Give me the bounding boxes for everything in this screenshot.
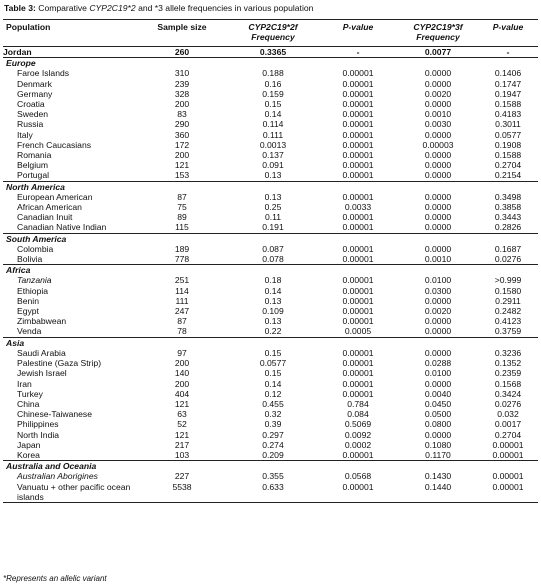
cyp2c19-2-frequency-cell: 0.297 [262,429,284,440]
cyp2c19-2-frequency-cell: 0.087 [262,243,284,254]
table-row [3,244,538,254]
cyp2c19-3-frequency-cell: 0.0000 [424,347,452,358]
cyp2c19-2-frequency-cell: 0.191 [262,222,284,233]
p-value-3-cell: 0.2911 [495,295,521,306]
p-value-2-cell: 0.084 [347,409,369,420]
p-value-3-cell: 0.1947 [494,88,522,99]
p-value-3-cell: 0.3858 [494,202,522,213]
population-cell: Jewish Israel [17,368,67,379]
population-cell: Sweden [17,109,49,120]
cyp2c19-2-frequency-cell: 0.14 [264,378,282,389]
table-body [3,47,538,503]
cyp2c19-3-frequency-cell: 0.0010 [424,109,452,120]
p-value-3-cell: 0.2482 [494,306,522,317]
table-row [3,430,538,440]
cyp2c19-2-frequency-cell: 0.3365 [228,47,318,58]
caption-text-1: Comparative [35,3,90,13]
cyp2c19-2-frequency-cell: 0.13 [264,295,282,306]
p-value-3-cell: 0.3443 [494,212,522,223]
cyp2c19-3-frequency-cell: 0.0300 [424,285,452,296]
p-value-3-cell: 0.1588 [494,150,522,161]
cyp2c19-2-frequency-cell: 0.13 [264,316,282,327]
population-cell: Egypt [17,306,39,317]
p-value-3-cell: 0.4123 [494,316,522,327]
population-cell: Chinese-Taiwanese [17,409,92,420]
p-value-3-cell: 0.0276 [494,254,522,265]
sample-size-cell: 63 [177,409,187,420]
region-label: North America [3,181,538,192]
cyp2c19-2-frequency-cell: 0.209 [262,449,284,460]
cyp2c19-3-frequency-cell: 0.0000 [424,150,452,161]
cyp2c19-2-frequency-cell: 0.16 [264,78,282,89]
cyp2c19-3-frequency-cell: 0.0450 [424,398,452,409]
sample-size-cell: 260 [136,47,228,58]
sample-size-cell: 360 [174,129,190,140]
population-cell: Turkey [17,388,43,399]
table-row [3,358,538,368]
region-label: Africa [3,265,538,276]
sample-size-cell: 121 [174,429,190,440]
table-row [3,130,538,140]
sample-size-cell: 140 [174,368,190,379]
cyp2c19-2-frequency-cell: 0.18 [264,275,282,286]
table-row [3,348,538,358]
p-value-2-cell: 0.00001 [342,368,374,379]
sample-size-cell: 189 [174,243,190,254]
p-value-2-cell: 0.00001 [342,88,374,99]
table-row [3,89,538,99]
p-value-2-cell: 0.784 [347,398,369,409]
p-value-3-cell: 0.1588 [494,99,522,110]
p-value-2-cell: 0.00001 [342,358,374,369]
p-value-3-cell: 0.0276 [494,398,522,409]
p-value-3-cell: 0.1352 [494,358,522,369]
p-value-2-cell: 0.00001 [342,243,374,254]
cyp2c19-2-frequency-cell: 0.0577 [259,358,287,369]
footnote: *Represents an allelic variant [3,574,107,583]
cyp2c19-3-frequency-cell: 0.0000 [424,212,452,223]
p-value-2-cell: 0.00001 [342,306,374,317]
population-cell: Korea [17,449,40,460]
sample-size-cell: 172 [174,139,190,150]
population-cell: Colombia [17,243,54,254]
population-cell: North India [17,429,60,440]
table-row [3,212,538,222]
cyp2c19-3-frequency-cell: 0.0000 [424,160,452,171]
cyp2c19-3-frequency-cell: 0.0000 [424,99,452,110]
table-row [3,471,538,481]
cyp2c19-3-frequency-cell: 0.0100 [424,275,452,286]
header-cyp2c19-2-frequency: CYP2C19*2f Frequency [228,20,318,47]
population-cell: Australian Aborigines [17,471,98,482]
cyp2c19-3-frequency-cell: 0.0000 [424,243,452,254]
sample-size-cell: 217 [174,439,190,450]
cyp2c19-2-frequency-cell: 0.159 [262,88,284,99]
p-value-3-cell: 0.00001 [492,449,524,460]
sample-size-cell: 121 [174,160,190,171]
population-cell: Saudi Arabia [17,347,66,358]
p-value-3-cell: 0.00001 [492,439,524,450]
population-cell: Vanuatu + other pacific ocean islands [3,482,136,503]
population-cell: Portugal [17,170,50,181]
sample-size-cell: 89 [177,212,187,223]
table-row [3,275,538,285]
table-row [3,202,538,212]
cyp2c19-3-frequency-cell: 0.00003 [422,139,454,150]
p-value-3-cell: 0.0017 [494,419,522,430]
p-value-2-cell: - [318,47,398,58]
table-header-row [3,20,538,47]
sample-size-cell: 52 [177,419,187,430]
table-row [3,254,538,265]
table-row [3,286,538,296]
p-value-2-cell: 0.00001 [342,285,374,296]
region-row [3,233,538,244]
cyp2c19-2-frequency-cell: 0.137 [262,150,284,161]
cyp2c19-2-frequency-cell: 0.13 [264,170,282,181]
population-cell: Canadian Native Indian [17,222,107,233]
p-value-2-cell: 0.00001 [342,109,374,120]
cyp2c19-2-frequency-cell: 0.15 [264,368,282,379]
cyp2c19-2-frequency-cell: 0.078 [262,254,284,265]
table-caption [4,3,313,13]
cyp2c19-2-frequency-cell: 0.633 [228,482,318,503]
sample-size-cell: 251 [174,275,190,286]
p-value-2-cell: 0.0568 [344,471,372,482]
sample-size-cell: 115 [175,222,189,233]
jordan-row [3,47,538,58]
cyp2c19-2-frequency-cell: 0.39 [264,419,282,430]
p-value-2-cell: 0.00001 [342,347,374,358]
cyp2c19-3-frequency-cell: 0.0000 [424,129,452,140]
region-row [3,337,538,348]
sample-size-cell: 328 [174,88,190,99]
p-value-3-cell: 0.1406 [494,68,522,79]
cyp2c19-3-frequency-cell: 0.0000 [424,316,452,327]
region-label: Europe [6,58,36,69]
sample-size-cell: 83 [177,109,187,120]
population-cell: French Caucasians [17,139,92,150]
p-value-3-cell: 0.2826 [494,222,522,233]
p-value-3-cell: 0.2704 [494,429,522,440]
cyp2c19-2-frequency-cell: 0.13 [264,191,282,202]
table-row [3,316,538,326]
p-value-2-cell: 0.00001 [342,388,374,399]
p-value-2-cell: 0.00001 [342,170,374,181]
table-row [3,379,538,389]
population-cell: Iran [17,378,32,389]
header-sample-size: Sample size [136,20,228,47]
p-value-2-cell: 0.00001 [342,212,374,223]
p-value-3-cell: 0.2704 [494,160,522,171]
caption-gene: CYP2C19*2 [89,3,136,13]
sample-size-cell: 103 [174,449,190,460]
population-cell: Croatia [17,99,45,110]
population-cell: China [17,398,40,409]
cyp2c19-3-frequency-cell: 0.0040 [424,388,452,399]
sample-size-cell: 121 [174,398,190,409]
table-label: Table 3: [4,3,36,13]
p-value-2-cell: 0.00001 [342,139,374,150]
p-value-2-cell: 0.00001 [342,316,374,327]
caption-text-2: and *3 allele frequencies in various population [135,3,314,13]
p-value-2-cell: 0.00001 [342,160,374,171]
population-cell: Japan [17,439,41,450]
cyp2c19-3-frequency-cell: 0.0000 [424,202,452,213]
region-label: Australia and Oceania [3,461,538,472]
population-cell: Romania [17,150,52,161]
table-row [3,389,538,399]
sample-size-cell: 290 [174,119,190,130]
table-row [3,409,538,419]
p-value-2-cell: 0.00001 [342,68,374,79]
cyp2c19-2-frequency-cell: 0.111 [262,129,284,140]
sample-size-cell: 87 [177,316,187,327]
cyp2c19-3-frequency-cell: 0.0000 [424,378,452,389]
population-cell: Denmark [17,78,52,89]
p-value-3-cell: 0.00001 [492,471,524,482]
header-population: Population [3,20,136,47]
header-p-value-2: P-value [318,20,398,47]
allele-frequency-table [3,19,538,503]
region-row [3,265,538,276]
table-row [3,419,538,429]
p-value-2-cell: 0.00001 [342,222,374,233]
cyp2c19-2-frequency-cell: 0.455 [262,398,284,409]
cyp2c19-2-frequency-cell: 0.22 [264,326,282,337]
cyp2c19-2-frequency-cell: 0.0013 [259,139,287,150]
population-cell: African American [17,202,82,213]
sample-size-cell: 200 [174,358,190,369]
cyp2c19-2-frequency-cell: 0.15 [264,347,282,358]
table-row [3,326,538,337]
sample-size-cell: 778 [174,254,190,265]
p-value-3-cell: 0.3011 [495,119,521,130]
sample-size-cell: 247 [174,306,190,317]
cyp2c19-3-frequency-cell: 0.0010 [424,254,452,265]
p-value-3-cell: 0.1908 [494,139,522,150]
cyp2c19-3-frequency-cell: 0.0000 [424,222,452,233]
sample-size-cell: 200 [174,378,190,389]
p-value-2-cell: 0.00001 [342,295,374,306]
p-value-2-cell: 0.00001 [342,191,374,202]
sample-size-cell: 404 [174,388,190,399]
p-value-2-cell: 0.00001 [342,275,374,286]
table-row [3,119,538,129]
population-cell: Benin [17,295,39,306]
p-value-3-cell: 0.3424 [494,388,522,399]
sample-size-cell: 239 [174,78,190,89]
table-row [3,68,538,78]
p-value-2-cell: 0.00001 [318,482,398,503]
sample-size-cell: 111 [175,295,189,306]
table-row [3,399,538,409]
population-cell: Russia [17,119,44,130]
p-value-2-cell: 0.00001 [342,378,374,389]
p-value-2-cell: 0.00001 [342,254,374,265]
header-p-value-3: P-value [478,20,538,47]
cyp2c19-3-frequency-cell: 0.0500 [424,409,452,420]
sample-size-cell: 310 [174,68,190,79]
sample-size-cell: 153 [174,170,190,181]
p-value-2-cell: 0.0002 [344,439,372,450]
table-row [3,368,538,378]
p-value-3-cell: 0.4183 [494,109,522,120]
p-value-3-cell: 0.3236 [494,347,522,358]
table-row [3,170,538,181]
table-row [3,79,538,89]
cyp2c19-3-frequency-cell: 0.1430 [424,471,452,482]
p-value-3-cell: 0.032 [497,409,519,420]
population-cell: Faroe Islands [17,68,70,79]
table-row [3,440,538,450]
p-value-3-cell: 0.1580 [494,285,522,296]
p-value-3-cell: 0.00001 [478,482,538,503]
cyp2c19-2-frequency-cell: 0.14 [264,109,282,120]
cyp2c19-3-frequency-cell: 0.0000 [424,170,452,181]
table-row [3,306,538,316]
cyp2c19-2-frequency-cell: 0.355 [262,471,284,482]
cyp2c19-2-frequency-cell: 0.25 [264,202,282,213]
sample-size-cell: 227 [174,471,190,482]
cyp2c19-2-frequency-cell: 0.114 [262,119,284,130]
population-cell: Tanzania [17,275,52,286]
cyp2c19-3-frequency-cell: 0.0000 [424,326,452,337]
region-label: South America [3,233,538,244]
population-cell: Bolivia [17,254,43,265]
population-cell: Zimbabwean [17,316,67,327]
table-row [3,109,538,119]
population-cell: Jordan [3,47,136,58]
p-value-3-cell: 0.2154 [494,170,522,181]
table-row [3,482,538,503]
population-cell: European American [17,191,93,202]
p-value-3-cell: 0.1747 [494,78,522,89]
p-value-3-cell: 0.2359 [494,368,522,379]
cyp2c19-3-frequency-cell: 0.0020 [424,306,452,317]
cyp2c19-3-frequency-cell: 0.1440 [398,482,478,503]
cyp2c19-3-frequency-cell: 0.0000 [424,68,452,79]
sample-size-cell: 97 [177,347,187,358]
table-row [3,140,538,150]
sample-size-cell: 78 [177,326,187,337]
cyp2c19-3-frequency-cell: 0.0000 [424,191,452,202]
cyp2c19-3-frequency-cell: 0.0100 [424,368,452,379]
cyp2c19-2-frequency-cell: 0.11 [264,212,282,223]
p-value-2-cell: 0.00001 [342,119,374,130]
population-cell: Canadian Inuit [17,212,73,223]
cyp2c19-3-frequency-cell: 0.1170 [425,449,451,460]
cyp2c19-2-frequency-cell: 0.15 [264,99,282,110]
cyp2c19-3-frequency-cell: 0.0000 [424,429,452,440]
cyp2c19-3-frequency-cell: 0.0020 [424,88,452,99]
population-cell: Italy [17,129,33,140]
p-value-3-cell: 0.1568 [494,378,522,389]
p-value-2-cell: 0.00001 [342,78,374,89]
cyp2c19-2-frequency-cell: 0.188 [262,68,284,79]
cyp2c19-2-frequency-cell: 0.109 [262,306,284,317]
p-value-3-cell: 0.1687 [494,243,522,254]
cyp2c19-3-frequency-cell: 0.0288 [424,358,452,369]
population-cell: Germany [17,88,53,99]
region-row [3,181,538,192]
cyp2c19-3-frequency-cell: 0.0000 [424,78,452,89]
p-value-2-cell: 0.00001 [342,150,374,161]
cyp2c19-2-frequency-cell: 0.32 [264,409,282,420]
table-row [3,296,538,306]
p-value-2-cell: 0.0092 [344,429,372,440]
p-value-3-cell: 0.3759 [494,326,522,337]
population-cell: Palestine (Gaza Strip) [17,358,102,369]
p-value-3-cell: 0.3498 [494,191,522,202]
table-row [3,160,538,170]
p-value-2-cell: 0.0033 [344,202,372,213]
cyp2c19-3-frequency-cell: 0.1080 [424,439,452,450]
sample-size-cell: 114 [175,285,189,296]
p-value-3-cell: >0.999 [494,275,522,286]
p-value-3-cell: - [478,47,538,58]
population-cell: Venda [17,326,42,337]
p-value-2-cell: 0.0005 [344,326,372,337]
region-row [3,58,538,69]
cyp2c19-3-frequency-cell: 0.0000 [424,295,452,306]
cyp2c19-2-frequency-cell: 0.12 [264,388,282,399]
population-cell: Ethiopia [17,285,49,296]
cyp2c19-3-frequency-cell: 0.0800 [424,419,452,430]
table-row [3,192,538,202]
header-cyp2c19-3-frequency: CYP2C19*3f Frequency [398,20,478,47]
sample-size-cell: 75 [177,202,187,213]
table-row [3,150,538,160]
sample-size-cell: 200 [174,150,190,161]
sample-size-cell: 200 [174,99,190,110]
cyp2c19-3-frequency-cell: 0.0077 [398,47,478,58]
cyp2c19-2-frequency-cell: 0.274 [262,439,284,450]
p-value-2-cell: 0.00001 [342,99,374,110]
sample-size-cell: 5538 [136,482,228,503]
cyp2c19-2-frequency-cell: 0.14 [264,285,282,296]
p-value-2-cell: 0.5069 [344,419,372,430]
sample-size-cell: 87 [177,191,187,202]
region-label: Asia [3,337,538,348]
population-cell: Philippines [17,419,59,430]
p-value-2-cell: 0.00001 [342,449,374,460]
table-row [3,99,538,109]
p-value-3-cell: 0.0577 [494,129,522,140]
population-cell: Belgium [17,160,49,171]
cyp2c19-3-frequency-cell: 0.0030 [424,119,452,130]
p-value-2-cell: 0.00001 [342,129,374,140]
region-row [3,461,538,472]
table-row [3,222,538,233]
table-row [3,450,538,461]
cyp2c19-2-frequency-cell: 0.091 [262,160,284,171]
